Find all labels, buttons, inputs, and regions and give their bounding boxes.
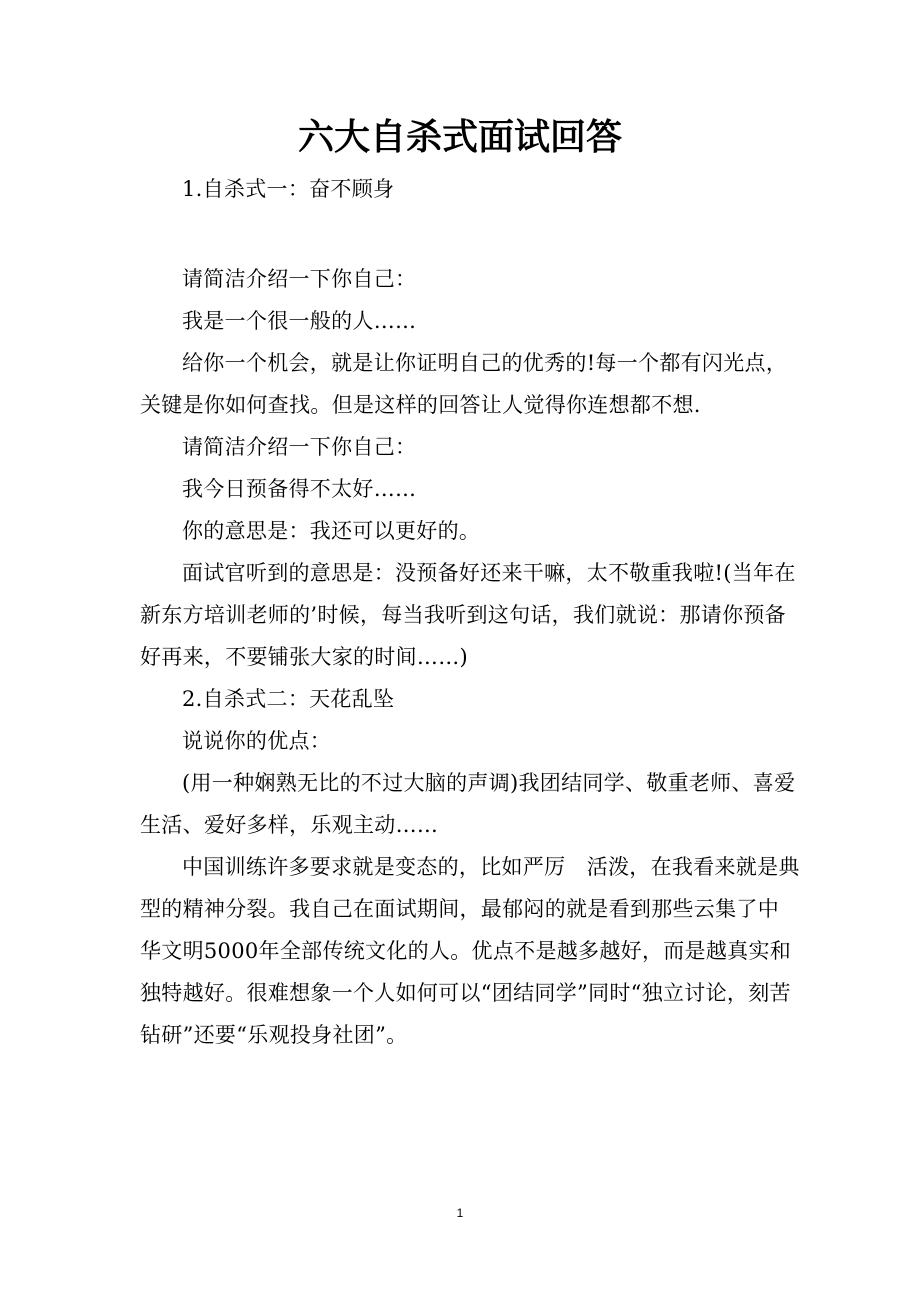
document-title: 六大自杀式面试回答 [297,116,622,158]
paragraph: 我今日预备得不太好…… [182,477,417,501]
paragraph: 给你一个机会，就是让你证明自己的优秀的!每一个都有闪光点，关键是你如何查找。但是这样的回答让人觉得你连想都不想. [140,351,788,417]
page-number: 1 [456,1206,464,1220]
paragraph-gap [140,210,800,258]
paragraph: 你的意思是：我还可以更好的。 [182,519,481,543]
paragraph: 说说你的优点： [182,729,332,753]
paragraph: 请简洁介绍一下你自己： [182,267,417,291]
paragraph: (用一种娴熟无比的不过大脑的声调)我团结同学、敬重老师、喜爱生活、爱好多样，乐观主动…… [140,771,796,837]
paragraph: 面试官听到的意思是：没预备好还来干嘛，太不敬重我啦!(当年在新东方培训老师的’时候，每当我听到这句话，我们就说：那请你预备好再来，不要铺张大家的时间……) [140,561,796,669]
paragraph: 请简洁介绍一下你自己： [182,435,417,459]
section-heading-1: 1.自杀式一：奋不顾身 [182,177,395,201]
document-body [140,168,800,1056]
section-heading-2: 2.自杀式二：天花乱坠 [182,687,395,711]
paragraph: 中国训练许多要求就是变态的，比如严厉 活泼，在我看来就是典型的精神分裂。我自己在面试期间，最郁闷的就是看到那些云集了中华文明5000年全部传统文化的人。优点不是越多越好，而是越真实和独特越好。很难想象一个人如何可以“团结同学”同时“独立讨论，刻苦钻研”还要“乐观投身社团”。 [140,855,800,1047]
paragraph: 我是一个很一般的人…… [182,309,417,333]
